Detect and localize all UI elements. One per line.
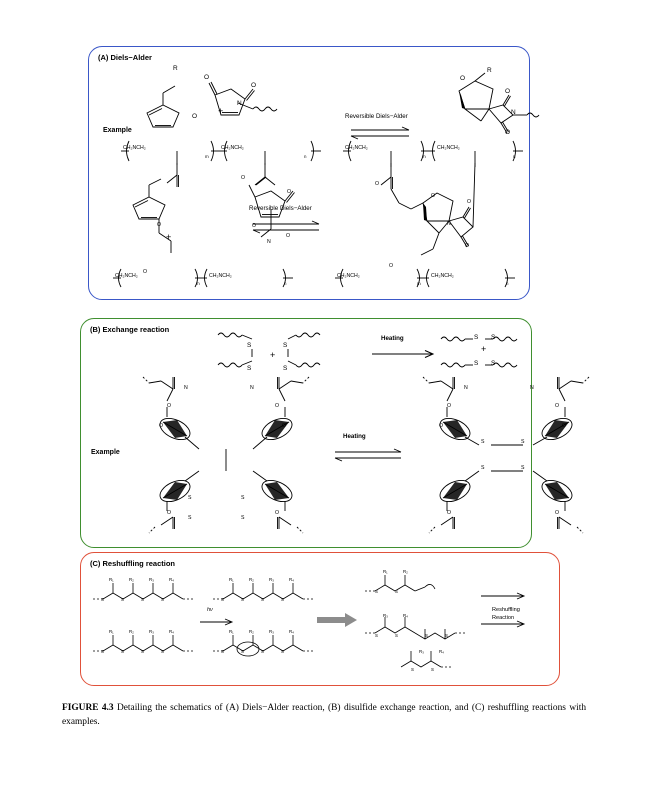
label-o-example-arm: O [252, 223, 257, 229]
label-s-c-2a: S [101, 649, 104, 654]
label-o-b-prod-ur2: O [562, 423, 567, 429]
plus-sign-a-top: + [218, 106, 224, 116]
label-s-c-2c: S [141, 649, 144, 654]
label-s-b-ex-top2: S [241, 495, 245, 501]
label-s-c-6d: S [445, 633, 448, 638]
disulfide-reactants-diagram [216, 327, 326, 371]
label-o-b-ex-lr: O [275, 510, 280, 516]
label-s-c-3c: S [261, 597, 264, 602]
label-s-b-ex-bottom: S [188, 515, 192, 521]
label-o-product-left: O [505, 88, 511, 95]
arrow-label-b-example: Heating [343, 433, 366, 440]
label-nh-b-ex-ur: N [250, 385, 254, 391]
equilibrium-arrow-a-example [249, 219, 323, 235]
label-r-product: R [487, 67, 492, 74]
label-s-c-2b: S [121, 649, 124, 654]
label-r1-c-2: R₁ [109, 629, 114, 634]
thick-transition-arrow [317, 613, 359, 627]
label-s-c-3a: S [221, 597, 224, 602]
plus-sign-b-top: + [270, 350, 276, 360]
result-label-line1: Reshuffling [492, 607, 520, 613]
label-s-c-6a: S [375, 633, 378, 638]
label-r3-c-3: R₃ [269, 577, 274, 582]
label-s-react-3: S [283, 342, 288, 349]
label-r3-c-4: R₃ [269, 629, 274, 634]
label-o-furan: O [192, 113, 198, 120]
label-s-b-prod-bottom: S [481, 465, 485, 471]
result-arrow-top [479, 591, 529, 601]
label-s-c-1c: S [141, 597, 144, 602]
label-o-adduct-bridge: O [431, 193, 436, 199]
result-label-line2: Reaction [492, 615, 515, 621]
arrow-label-a-top: Reversible Diels−Alder [345, 113, 408, 120]
label-nh-b-prod-ur: N [530, 385, 534, 391]
label-r1-c-1: R₁ [109, 577, 114, 582]
label-r4-c-1: R₄ [169, 577, 174, 582]
label-r4-c-5: R₄ [403, 613, 408, 618]
label-r4-c-2: R₄ [169, 629, 174, 634]
panel-a-title: (A) Diels−Alder [98, 53, 152, 62]
label-r2-c-4: R₂ [249, 629, 254, 634]
label-r3-c-6: R₃ [419, 649, 424, 654]
label-n-product: N [511, 109, 516, 116]
panel-c-title: (C) Reshuffling reaction [90, 559, 176, 568]
label-n-adduct: N [447, 221, 451, 227]
panel-b-example-label: Example [91, 449, 120, 456]
label-o-b-ex-ll: O [167, 510, 172, 516]
polymer-right-top-formula: CH₂NCH₂ [221, 145, 244, 151]
plus-sign-a-example: + [166, 232, 172, 242]
label-n-top: N [237, 100, 242, 107]
polymer-right-top-n: n [304, 154, 307, 159]
label-o-b-prod-ll: O [447, 510, 452, 516]
plus-sign-b-products: + [481, 344, 487, 354]
label-o-top-right: O [251, 82, 257, 89]
label-s-prod-1: S [474, 334, 479, 341]
figure-caption-text: Detailing the schematics of (A) Diels−Alder reaction, (B) disulfide exchange reaction, and (C) reshuffling reactions with examples. [62, 703, 587, 727]
label-o-example-imide-b: O [287, 189, 292, 195]
label-o-adduct-imide-b: O [465, 243, 470, 249]
label-o-top-left: O [204, 74, 210, 81]
label-r1-c-3: R₁ [229, 577, 234, 582]
label-r-top: R [173, 65, 178, 72]
label-s-react-2: S [247, 365, 252, 372]
label-s-c-6b: S [395, 633, 398, 638]
label-o-product-right: O [505, 129, 511, 136]
label-s-b-ex-top: S [188, 495, 192, 501]
label-r4-c-4: R₄ [289, 629, 294, 634]
label-r2-c-2: R₂ [129, 629, 134, 634]
label-o-example-furan: O [143, 269, 148, 275]
label-r2-c-5: R₂ [403, 569, 408, 574]
label-n-example: N [267, 239, 271, 245]
diels-alder-reactants-diagram [127, 65, 307, 135]
label-r1-c-5: R₁ [383, 569, 388, 574]
label-s-c-1b: S [121, 597, 124, 602]
label-nh-b-ex-ul: N [184, 385, 188, 391]
polymer-right-product-top-n: n [513, 154, 516, 159]
label-s-c-3d: S [281, 597, 284, 602]
arrow-label-a-example: Reversible Diels−Alder [249, 205, 312, 212]
arrow-label-hv: hν [207, 607, 213, 613]
polymer-right-bottom-formula-b: CH₂NCH₂ [337, 273, 360, 279]
polymer-right-bottom-n: n [284, 281, 287, 286]
example-adduct-structure [337, 163, 537, 269]
figure-number: FIGURE 4.3 [62, 703, 114, 713]
label-o-b-ex-ur2: O [282, 423, 287, 429]
label-o-example-left: O [157, 222, 162, 228]
label-s-c-5a: S [375, 589, 378, 594]
label-r3-c-2: R₃ [149, 629, 154, 634]
label-o-b-prod-lr: O [555, 510, 560, 516]
label-s-c-4a: S [221, 649, 224, 654]
label-s-b-prod-top: S [481, 439, 485, 445]
label-o-adduct-imide-a: O [467, 199, 472, 205]
label-r2-c-1: R₂ [129, 577, 134, 582]
label-o-example-mid: O [241, 175, 246, 181]
label-o-adduct-ketone: O [375, 181, 380, 187]
label-s-prod-3: S [474, 360, 479, 367]
label-o-b-ex-ul2: O [159, 423, 164, 429]
reshuffle-radical-fragments [361, 571, 481, 677]
label-r2-c-3: R₂ [249, 577, 254, 582]
label-s-b-ex-bottom2: S [241, 515, 245, 521]
label-r4-c-6: R₄ [439, 649, 444, 654]
reshuffle-structure-1 [89, 575, 199, 673]
polymer-right-bottom-m-b: m [417, 281, 421, 286]
polymer-left-bottom-formula: CH₂NCH₂ [115, 273, 138, 279]
label-s-b-prod-top2: S [521, 439, 525, 445]
label-s-react-4: S [283, 365, 288, 372]
panel-diels-alder [88, 46, 530, 300]
polymer-right-product-top-formula: CH₂NCH₂ [345, 145, 368, 151]
label-s-c-4b: S [241, 649, 244, 654]
label-s-c-1a: S [101, 597, 104, 602]
label-s-b-prod-bottom2: S [521, 465, 525, 471]
label-o-product-bridge: O [460, 75, 466, 82]
label-o-b-ex-ur: O [275, 403, 280, 409]
label-s-c-7b: S [431, 667, 434, 672]
label-o-b-prod-ul2: O [439, 423, 444, 429]
label-nh-b-prod-ul: N [464, 385, 468, 391]
example-disulfide-network-left [133, 367, 323, 535]
panel-a-example-label: Example [103, 127, 132, 134]
polymer-left-bottom-m: m [196, 281, 200, 286]
panel-exchange-reaction [80, 318, 567, 548]
label-s-prod-2: S [491, 334, 496, 341]
label-r3-c-1: R₃ [149, 577, 154, 582]
label-o-example-imide-a: O [286, 233, 291, 239]
label-r1-c-4: R₁ [229, 629, 234, 634]
label-s-prod-4: S [491, 360, 496, 367]
heating-arrow-b-top [370, 349, 436, 359]
label-s-react-1: S [247, 342, 252, 349]
label-o-b-prod-ur: O [555, 403, 560, 409]
label-s-c-4c: S [261, 649, 264, 654]
label-r3-c-5: R₃ [383, 613, 388, 618]
polymer-right-product-top-m: m [422, 154, 426, 159]
figure-caption [62, 702, 586, 729]
label-s-c-7a: S [411, 667, 414, 672]
label-o-b-prod-ul: O [447, 403, 452, 409]
panel-b-title: (B) Exchange reaction [90, 325, 170, 334]
reshuffle-structure-2 [209, 575, 319, 673]
polymer-right-bottom-n-b: n [506, 281, 509, 286]
polymer-right-bottom-formula: CH₂NCH₂ [209, 273, 232, 279]
label-r4-c-3: R₄ [289, 577, 294, 582]
panel-reshuffling-reaction [80, 552, 560, 686]
polymer-right-bottom-formula-c: CH₂NCH₂ [431, 273, 454, 279]
label-s-c-4d: S [281, 649, 284, 654]
label-o-b-ex-ul: O [167, 403, 172, 409]
arrow-label-b-top: Heating [381, 335, 404, 342]
example-disulfide-network-right [413, 367, 603, 535]
polymer-right-product-top-formula2: CH₂NCH₂ [437, 145, 460, 151]
polymer-left-top-m: m [205, 154, 209, 159]
label-s-c-1d: S [161, 597, 164, 602]
label-s-c-5b: S [395, 589, 398, 594]
equilibrium-arrow-b-example [331, 447, 405, 463]
label-s-c-3b: S [241, 597, 244, 602]
label-o-adduct-lower: O [389, 263, 394, 269]
polymer-left-top-formula: CH₂NCH₂ [123, 145, 146, 151]
label-s-c-2d: S [161, 649, 164, 654]
label-s-c-6c: S [425, 633, 428, 638]
